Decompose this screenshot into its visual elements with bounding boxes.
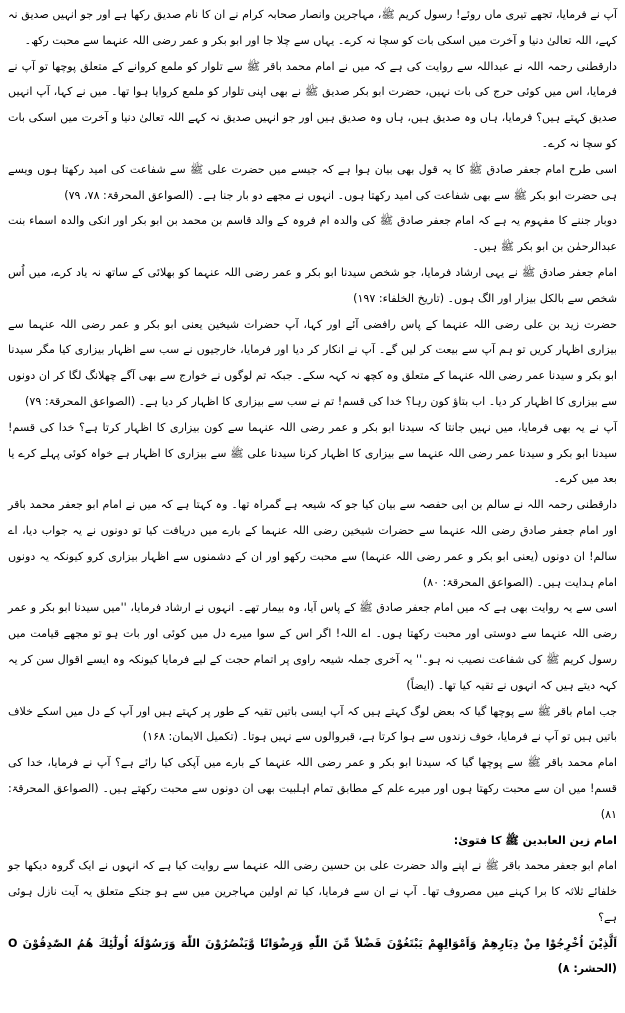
verse-reference: (الحشر: ۸)	[557, 962, 617, 976]
paragraph-6: حضرت زید بن علی رضی اللہ عنہما کے پاس رافضی آئے اور کہا، آپ حضرات شیخین یعنی ابو بکر و عمر رضی اللہ عنہما سے بیزاری اظہار کریں تو ہم آپ سے بیعت کر لیں گے۔ آپ نے انکار کر دیا اور فرمایا، خارجیوں نے سب سے اظہار بیزاری کیا مگر سیدنا ابو بکر و سیدنا عمر رضی اللہ عنہما کے متعلق وہ کچھ نہ کہہ سکے۔ جبکہ تم لوگوں نے خوارج سے بھی آگے چھلانگ لگا کر ان دونوں سے بیزاری کا اظہار کر دیا۔ اب بتاؤ کون رہا؟ خدا کی قسم! تم نے سب سے بیزاری کا اظہار کر دیا ہے۔ (الصواعق المحرقۃ: ۷۹)	[8, 317, 617, 408]
paragraph-3: اسی طرح امام جعفر صادق ﷺ کا یہ قول بھی بیان ہوا ہے کہ جیسے میں حضرت علی ﷺ سے شفاعت کی امید رکھتا ہوں ویسے ہی حضرت ابو بکر ﷺ سے بھی شفاعت کی امید رکھتا ہوں۔ انہوں نے مجھے دو بار جنا ہے۔ (الصواعق المحرقۃ: ۷۸، ۷۹)	[8, 162, 617, 202]
paragraph-1: آپ نے فرمایا، تجھے تیری ماں روئے! رسول کریم ﷺ، مہاجرین وانصار صحابہ کرام نے ان کا نام صدیق رکھا ہے اور جو انہیں صدیق نہ کہے، اللہ تعالیٰ دنیا و آخرت میں اسکی بات کو سچا نہ کرے۔ یہاں سے چلا جا اور ابو بکر و عمر رضی اللہ عنہما سے محبت رکھ۔	[8, 8, 617, 47]
final-paragraph: امام ابو جعفر محمد باقر ﷺ نے اپنے والد حضرت علی بن حسین رضی اللہ عنہما سے روایت کیا ہے کہ انہوں نے ایک گروہ دیکھا جو خلفائے ثلاثہ کا برا کہنے میں مصروف تھا۔ آپ نے ان سے فرمایا، کیا تم اولین مہاجرین میں سے ہو جنکے متعلق یہ آیت نازل ہوئی ہے؟	[8, 859, 617, 924]
paragraph-2: دارقطنی رحمہ اللہ نے عبداللہ سے روایت کی ہے کہ میں نے امام محمد باقر ﷺ سے تلوار کو ملمع کروانے کے متعلق پوچھا تو آپ نے فرمایا، اس میں کوئی حرج کی بات نہیں، حضرت ابو بکر صدیق ﷺ نے بھی اپنی تلوار کو ملمع کروایا ہوا تھا۔ میں نے کہا، آپ انہیں صدیق کہتے ہیں؟ فرمایا، ہاں وہ صدیق ہیں، ہاں وہ صدیق ہیں اور جو انہیں صدیق نہ کہے اللہ تعالیٰ دنیا و آخرت میں اسکی بات کو سچا نہ کرے۔	[8, 59, 617, 150]
quran-verse-block	[8, 931, 617, 983]
paragraph-5: امام جعفر صادق ﷺ نے یہی ارشاد فرمایا، جو شخص سیدنا ابو بکر و عمر رضی اللہ عنہما کو بھلائی کے ساتھ نہ یاد کرے، میں اُس شخص سے بالکل بیزار اور الگ ہوں۔ (تاریخ الخلفاء: ۱۹۷)	[8, 265, 617, 305]
section-heading: امام زین العابدین ﷺ کا فتویٰ:	[453, 833, 617, 847]
paragraph-11: امام محمد باقر ﷺ سے پوچھا گیا کہ سیدنا ابو بکر و عمر رضی اللہ عنہما کے بارے میں آپکی کیا رائے ہے؟ آپ نے فرمایا، خدا کی قسم! میں ان سے محبت رکھتا ہوں اور میرے علم کے مطابق تمام اہلبیت بھی ان دونوں سے محبت رکھتے ہیں۔ (الصواعق المحرقۃ: ۸۱)	[8, 756, 617, 821]
quran-verse: اَلَّذِیْنَ اُخْرِجُوْا مِنْ دِیَارِهِمْ وَاَمْوَالِهِمْ یَبْتَغُوْنَ فَضْلاً مِّنَ اللّٰهِ وَرِضْوَانًا وَّیَنْصُرُوْنَ اللّٰهَ وَرَسُوْلَهٗ اُولٰٓئِكَ هُمُ الصّٰدِقُوْنَ O	[8, 936, 617, 950]
paragraph-4: دوبار جننے کا مفہوم یہ ہے کہ امام جعفر صادق ﷺ کی والدہ ام فروہ کے والد قاسم بن محمد بن ابو بکر اور انکی والدہ اسماء بنت عبدالرحمٰن بن ابو بکر ﷺ ہیں۔	[8, 214, 617, 254]
paragraph-9: اسی سے یہ روایت بھی ہے کہ میں امام جعفر صادق ﷺ کے پاس آیا، وہ بیمار تھے۔ انہوں نے ارشاد فرمایا، ''میں سیدنا ابو بکر و عمر رضی اللہ عنہما سے دوستی اور محبت رکھتا ہوں۔ اے اللہ! اگر اس کے سوا میرے دل میں کوئی اور بات ہو تو مجھے قیامت میں رسول کریم ﷺ کی شفاعت نصیب نہ ہو۔'' یہ آخری جملہ شیعہ راوی پر اتمام حجت کے لیے فرمایا کیونکہ وہ ایسے اقوال سن کر یہ کہہ دیتے ہیں کہ انہوں نے تقیہ کیا تھا۔ (ایضاً)	[8, 601, 617, 692]
paragraph-10: جب امام باقر ﷺ سے پوچھا گیا کہ بعض لوگ کہتے ہیں کہ آپ ایسی باتیں تقیہ کے طور پر کہتے ہیں اور آپ کے دل میں اسکے خلاف باتیں ہیں تو آپ نے فرمایا، خوف زندوں سے ہوا کرتا ہے، قبروالوں سے نہیں ہوتا۔ (تکمیل الایمان: ۱۶۸)	[8, 704, 617, 744]
paragraph-7: آپ نے یہ بھی فرمایا، میں نہیں جانتا کہ سیدنا ابو بکر و عمر رضی اللہ عنہما سے کون بیزاری کا اظہار کرتا ہے؟ خدا کی قسم! سیدنا ابو بکر و سیدنا عمر رضی اللہ عنہما سے بیزاری کا اظہار کرنا سیدنا علی ﷺ سے بیزاری کا اظہار ہے خواہ کوئی پہلے کرے یا بعد میں کرے۔	[8, 420, 617, 486]
paragraph-8: دارقطنی رحمہ اللہ نے سالم بن ابی حفصہ سے بیان کیا جو کہ شیعہ ہے گمراہ تھا۔ وہ کہتا ہے کہ میں نے امام ابو جعفر محمد باقر اور امام جعفر صادق رضی اللہ عنہما سے حضرات شیخین رضی اللہ عنہما کے بارے میں دریافت کیا تو دونوں نے یہ جواب دیا، اے سالم! ان دونوں (یعنی ابو بکر و عمر رضی اللہ عنہما) سے محبت رکھو اور ان کے دشمنوں سے اظہار بیزاری کرو کیونکہ یہ دونوں امام ہدایت ہیں۔ (الصواعق المحرقۃ: ۸۰)	[8, 498, 617, 589]
